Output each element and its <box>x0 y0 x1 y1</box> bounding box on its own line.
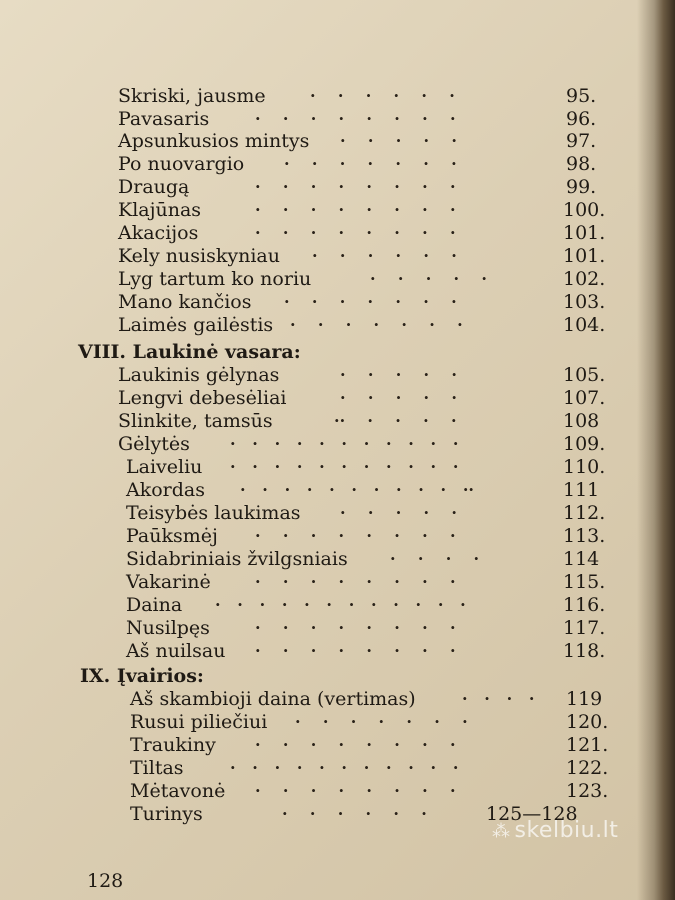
entry-page: 98. <box>566 153 597 175</box>
entry-page: 101. <box>563 245 606 267</box>
toc-entry <box>0 779 675 803</box>
entry-page: 123. <box>566 780 609 802</box>
toc-entry <box>0 129 675 153</box>
section-heading <box>0 664 675 688</box>
entry-page: 122. <box>566 757 609 779</box>
entry-title: Daina <box>126 594 183 616</box>
entry-page: 104. <box>563 314 606 336</box>
entry-title: Rusui piliečiui <box>130 711 268 733</box>
toc-entry <box>0 524 675 548</box>
entry-page: 107. <box>563 387 606 409</box>
page-number: 128 <box>87 870 124 892</box>
entry-page: 120. <box>566 711 609 733</box>
dot-leader: · · · · · · · · <box>255 618 456 637</box>
entry-title: Laimės gailėstis <box>118 314 274 336</box>
entry-title: Teisybės laukimas <box>126 502 301 524</box>
entry-title: Kely nusiskyniau <box>118 245 280 267</box>
entry-title: Sidabriniais žvilgsniais <box>126 548 348 570</box>
entry-title: Paūksmėj <box>126 525 218 547</box>
toc-entry <box>0 570 675 594</box>
entry-title: Slinkite, tamsūs <box>118 410 273 432</box>
entry-page: 102. <box>563 268 606 290</box>
dot-leader: · · · · · · · · · · · <box>230 457 459 476</box>
watermark-text: skelbiu.lt <box>514 818 619 843</box>
entry-page: 108 <box>563 410 600 432</box>
toc-entry <box>0 267 675 291</box>
section-heading <box>0 340 675 364</box>
dot-leader: · · · · · · · · <box>255 223 456 242</box>
entry-page: 111 <box>563 479 600 501</box>
dot-leader: · · · · · · · · <box>255 572 456 591</box>
entry-title: Laiveliu <box>126 456 203 478</box>
entry-page: 109. <box>563 433 606 455</box>
dot-leader: · · · · · <box>340 388 457 407</box>
entry-title: Akacijos <box>118 222 199 244</box>
watermark <box>492 818 618 843</box>
entry-page: 101. <box>563 222 606 244</box>
toc-entry <box>0 756 675 780</box>
entry-page: 105. <box>563 364 606 386</box>
entry-page: 118. <box>563 640 606 662</box>
toc-entry <box>0 84 675 108</box>
dot-leader: · · · · · · · · · · · · <box>215 595 466 614</box>
entry-title: Mano kančios <box>118 291 252 313</box>
dot-leader: · · · · <box>390 549 480 568</box>
watermark-logo-icon: ⁂ <box>492 821 511 842</box>
toc-entry <box>0 107 675 131</box>
entry-page: 97. <box>566 130 597 152</box>
entry-title: Skriski, jausme <box>118 85 266 107</box>
entry-page: 110. <box>563 456 606 478</box>
entry-page: 96. <box>566 108 597 130</box>
entry-page: 113. <box>563 525 606 547</box>
entry-title: Laukinis gėlynas <box>118 364 280 386</box>
toc-entry <box>0 593 675 617</box>
dot-leader: · · · · · · · <box>290 315 463 334</box>
dot-leader: · · · · · · <box>310 86 455 105</box>
toc-entry <box>0 455 675 479</box>
toc-entry <box>0 501 675 525</box>
entry-page: 114 <box>563 548 600 570</box>
toc-entry <box>0 198 675 222</box>
toc-entry <box>0 363 675 387</box>
dot-leader: · · · · · · · · <box>255 109 456 128</box>
entry-page: 121. <box>566 734 609 756</box>
entry-title: Draugą <box>118 176 190 198</box>
entry-page: 99. <box>566 176 597 198</box>
entry-title: Pavasaris <box>118 108 210 130</box>
entry-page: 95. <box>566 85 597 107</box>
toc-entry <box>0 244 675 268</box>
entry-title: Tiltas <box>130 757 184 779</box>
section-title: IX. Įvairios: <box>80 665 204 687</box>
entry-title: Akordas <box>126 479 205 501</box>
dot-leader: · · · · · · <box>282 804 427 823</box>
entry-page: 116. <box>563 594 606 616</box>
toc-entry <box>0 733 675 757</box>
entry-title: Traukiny <box>130 734 216 756</box>
entry-page: 103. <box>563 291 606 313</box>
dot-leader: · · · · · <box>340 503 457 522</box>
dot-leader: ·· · · · · <box>334 411 457 430</box>
dot-leader: · · · · · · · <box>284 154 457 173</box>
entry-title: Lengvi debesėliai <box>118 387 287 409</box>
toc-entry <box>0 409 675 433</box>
dot-leader: · · · · · · <box>312 246 457 265</box>
dot-leader: · · · · · · · · · · ·· <box>240 480 474 499</box>
dot-leader: · · · · · <box>340 365 457 384</box>
entry-page: 100. <box>563 199 606 221</box>
dot-leader: · · · · · · · · <box>255 735 456 754</box>
entry-title: Aš nuilsau <box>126 640 226 662</box>
entry-title: Po nuovargio <box>118 153 245 175</box>
toc-entry <box>0 710 675 734</box>
dot-leader: · · · · · · · · <box>255 641 456 660</box>
toc-entry <box>0 221 675 245</box>
entry-title: Gėlytės <box>118 433 190 455</box>
section-title: VIII. Laukinė vasara: <box>78 341 301 363</box>
toc-entry <box>0 152 675 176</box>
toc-entry <box>0 687 675 711</box>
toc-entry <box>0 175 675 199</box>
entry-title: Lyg tartum ko noriu <box>118 268 312 290</box>
dot-leader: · · · · · · · · <box>255 200 456 219</box>
dot-leader: · · · · · · · · <box>255 177 456 196</box>
entry-title: Mėtavonė <box>130 780 226 802</box>
toc-entry <box>0 386 675 410</box>
dot-leader: · · · · · · · · <box>255 781 456 800</box>
entry-title: Turinys <box>130 803 203 825</box>
dot-leader: · · · · · <box>340 131 457 150</box>
entry-page: 115. <box>563 571 606 593</box>
entry-title: Apsunkusios mintys <box>118 130 310 152</box>
entry-page: 125—128 <box>486 803 578 825</box>
toc-entry <box>0 313 675 337</box>
entry-page: 117. <box>563 617 606 639</box>
dot-leader: · · · · · · · · · · · <box>230 758 459 777</box>
toc-entry <box>0 478 675 502</box>
toc-entry <box>0 432 675 456</box>
entry-title: Klajūnas <box>118 199 202 221</box>
toc-entry <box>0 290 675 314</box>
toc-entry <box>0 639 675 663</box>
dot-leader: · · · · · · · · · · · <box>230 434 459 453</box>
toc-entry <box>0 547 675 571</box>
entry-title: Nusilpęs <box>126 617 210 639</box>
dot-leader: · · · · · · · <box>295 712 468 731</box>
entry-page: 119 <box>566 688 603 710</box>
entry-title: Aš skambioji daina (vertimas) <box>130 688 416 710</box>
dot-leader: · · · · <box>462 689 535 708</box>
dot-leader: · · · · · · · <box>284 292 457 311</box>
toc-entry <box>0 616 675 640</box>
entry-page: 112. <box>563 502 606 524</box>
dot-leader: · · · · · <box>370 269 487 288</box>
dot-leader: · · · · · · · · <box>255 526 456 545</box>
entry-title: Vakarinė <box>126 571 211 593</box>
